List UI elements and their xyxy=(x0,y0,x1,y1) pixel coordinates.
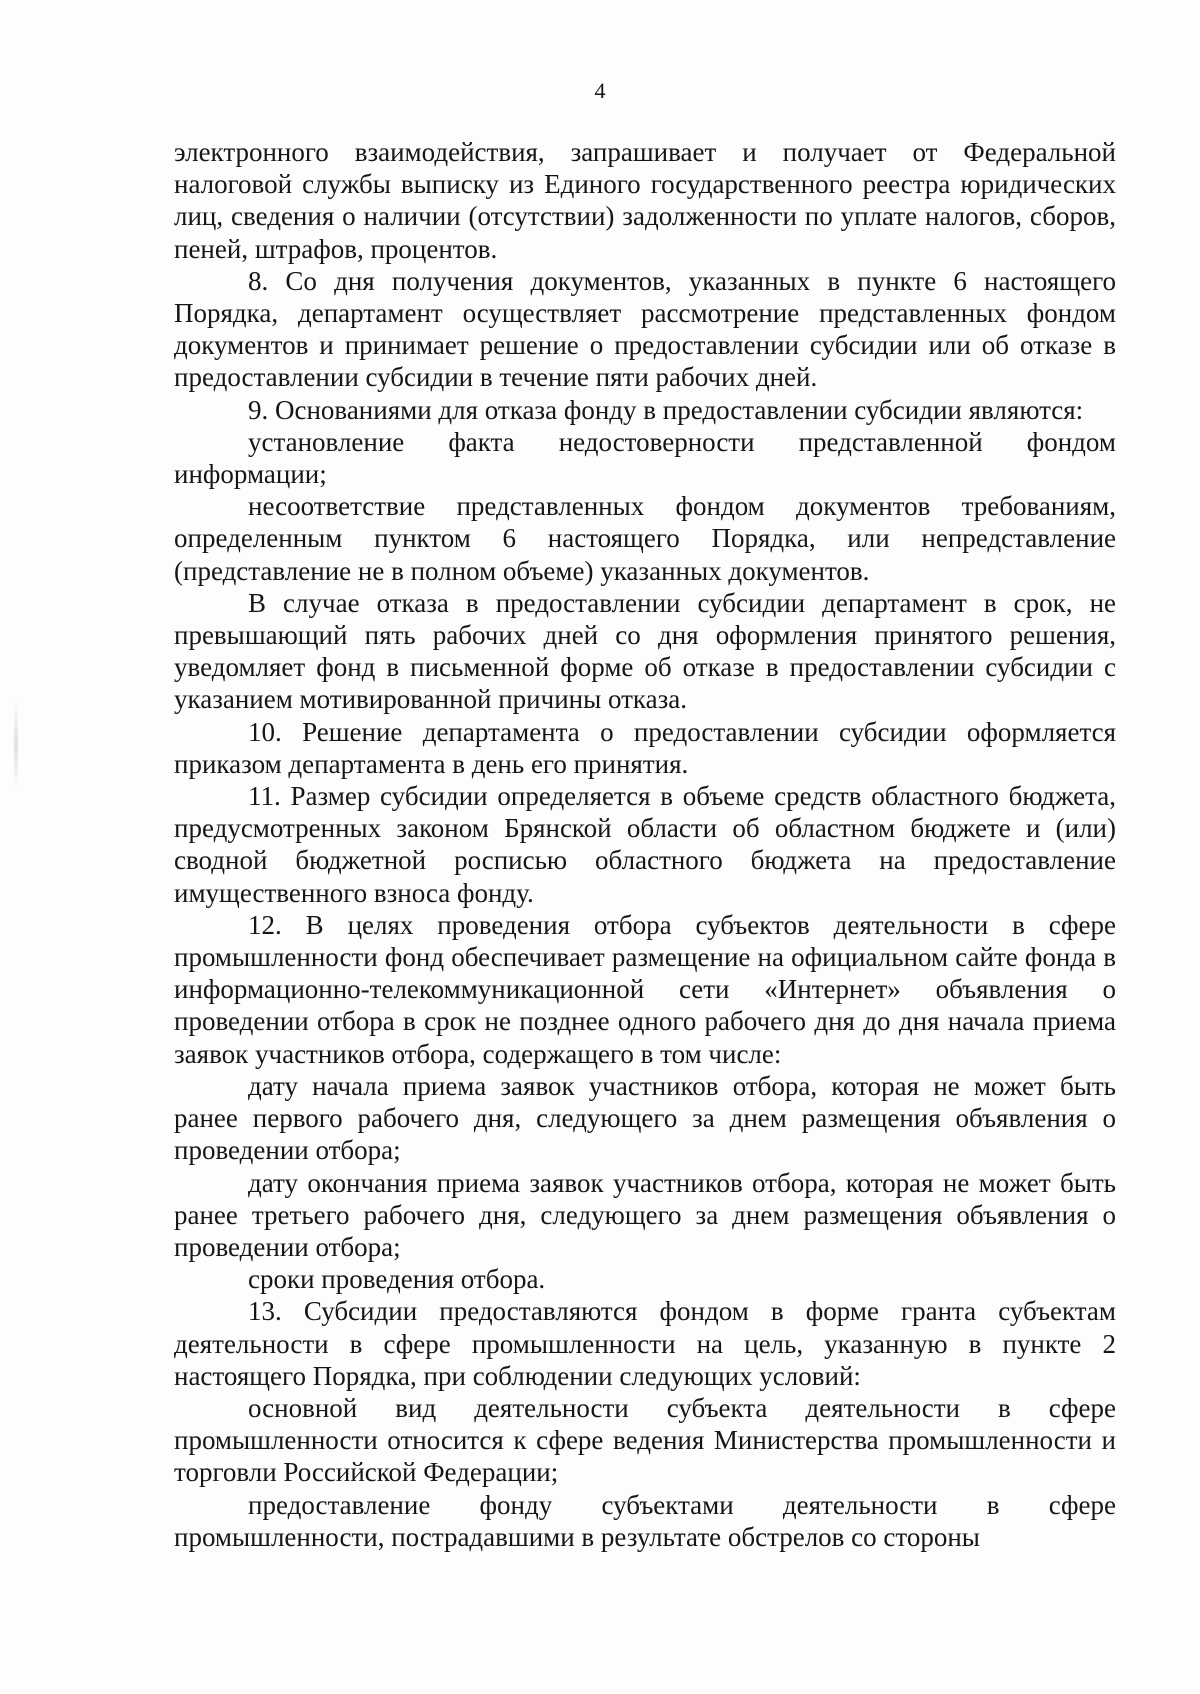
paragraph-10: 10. Решение департамента о предоставлении субсидии оформляется приказом департамента в день его принятия. xyxy=(174,716,1116,779)
paragraph-intro: электронного взаимодействия, запрашивает и получает от Федеральной налоговой службы выписку из Единого государственного реестра юридических лиц, сведения о наличии (отсутствии) задолженности по уплате налогов, сборов, пеней, штрафов, процентов. xyxy=(174,137,1116,264)
paragraph-13-item-2: предоставление фонду субъектами деятельности в сфере промышленности, пострадавшими в результате обстрелов со стороны xyxy=(174,1489,1116,1552)
paragraph-13-item-1: основной вид деятельности субъекта деятельности в сфере промышленности относится к сфере ведения Министерства промышленности и торговли Российской Федерации; xyxy=(174,1392,1116,1488)
paragraph-9-item-1: установление факта недостоверности представленной фондом информации; xyxy=(174,426,1116,490)
paragraph-refusal-notice: В случае отказа в предоставлении субсидии департамент в срок, не превышающий пять рабочих дней со дня оформления принятого решения, уведомляет фонд в письменной форме об отказе в предоставлении субсидии с указанием мотивированной причины отказа. xyxy=(174,587,1116,715)
paragraph-9-item-2: несоответствие представленных фондом документов требованиям, определенным пунктом 6 настоящего Порядка, или непредставление (представление не в полном объеме) указанных документов. xyxy=(174,491,1116,586)
paragraph-12: 12. В целях проведения отбора субъектов деятельности в сфере промышленности фонд обеспечивает размещение на официальном сайте фонда в информационно-телекоммуникационной сети «Интернет» объявления о проведении отбора в срок не позднее одного рабочего дня до дня начала приема заявок участников отбора, содержащего в том числе: xyxy=(174,909,1116,1069)
paragraph-9: 9. Основаниями для отказа фонду в предоставлении субсидии являются: xyxy=(248,394,1084,425)
paragraph-12-item-2: дату окончания приема заявок участников отбора, которая не может быть ранее третьего рабочего дня, следующего за днем размещения объявления о проведении отбора; xyxy=(174,1167,1116,1262)
paragraph-11: 11. Размер субсидии определяется в объеме средств областного бюджета, предусмотренных законом Брянской области об областном бюджете и (или) сводной бюджетной росписью областного бюджета на предоставление имущественного взноса фонду. xyxy=(174,781,1116,908)
paragraph-8: 8. Со дня получения документов, указанных в пункте 6 настоящего Порядка, департамент осуществляет рассмотрение представленных фондом документов и принимает решение о предоставлении субсидии или об отказе в предоставлении субсидии в течение пяти рабочих дней. xyxy=(174,265,1116,393)
paragraph-12-item-3: сроки проведения отбора. xyxy=(248,1264,546,1295)
paragraph-12-item-1: дату начала приема заявок участников отбора, которая не может быть ранее первого рабочего дня, следующего за днем размещения объявления о проведении отбора; xyxy=(174,1070,1116,1166)
document-body xyxy=(174,136,1116,1553)
scan-edge-mark xyxy=(14,700,18,790)
page-number: 4 xyxy=(594,78,606,103)
paragraph-13: 13. Субсидии предоставляются фондом в форме гранта субъектам деятельности в сфере промышленности на цель, указанную в пункте 2 настоящего Порядка, при соблюдении следующих условий: xyxy=(174,1296,1116,1391)
